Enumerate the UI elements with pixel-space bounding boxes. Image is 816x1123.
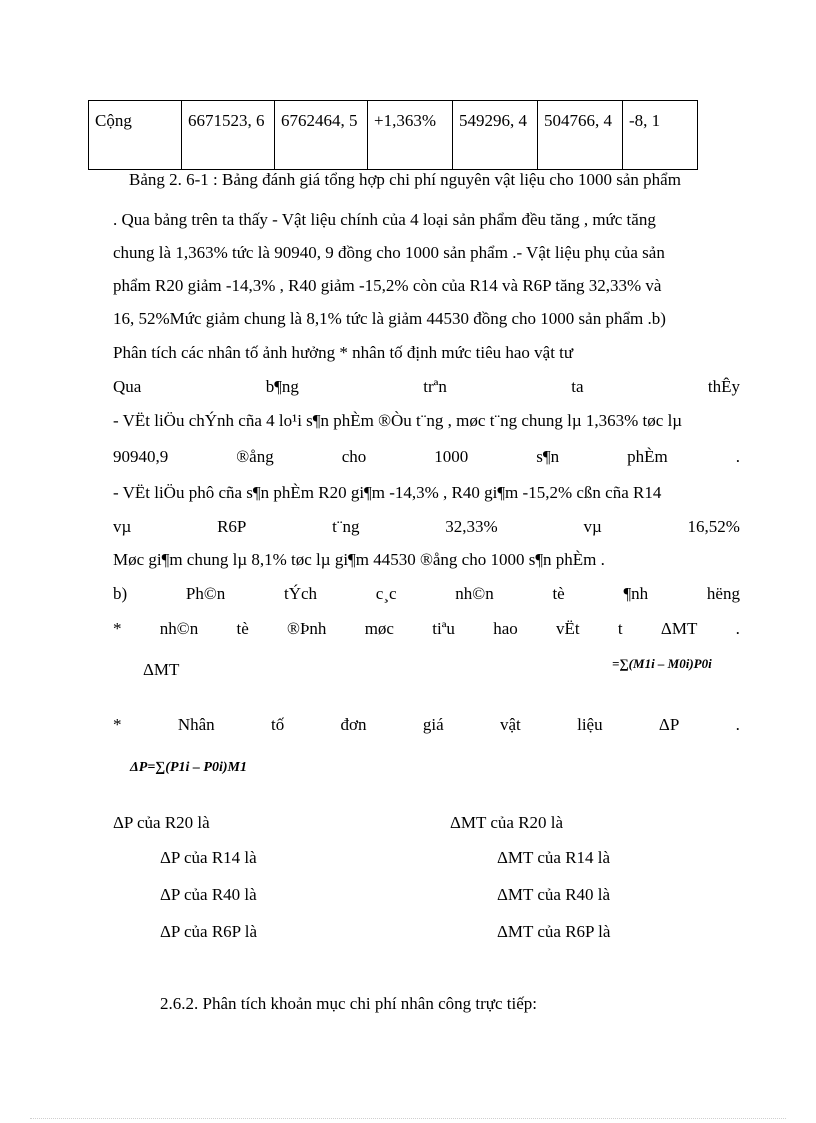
result-right: ΔMT của R40 là <box>497 885 611 904</box>
garbled-line: Qua b¶ng trªn ta thÊy <box>113 377 740 396</box>
formula-dp: ΔP=∑(P1i – P0i)M1 <box>130 760 247 775</box>
table-cell: -8, 1 <box>623 101 698 170</box>
result-left: ΔP của R6P là <box>160 922 258 941</box>
paragraph-line: . Qua bảng trên ta thấy - Vật liệu chính của 4 loại sản phẩm đều tăng , mức tăng <box>113 210 656 229</box>
table-cell: 6762464, 5 <box>275 101 368 170</box>
garbled-line: vµ R6P t¨ng 32,33% vµ 16,52% <box>113 517 740 536</box>
formula-dmt: =∑(M1i – M0i)P0i <box>612 656 712 671</box>
table-cell: 549296, 4 <box>453 101 538 170</box>
result-right: ΔMT của R14 là <box>497 848 611 867</box>
garbled-line: b) Ph©n tÝch c¸c nh©n tè ¶nh hëng <box>113 584 740 603</box>
garbled-line: Møc gi¶m chung lµ 8,1% tøc lµ gi¶m 44530 ®ång cho 1000 s¶n phÈm . <box>113 550 605 569</box>
garbled-line: - VËt liÖu phô cña s¶n phÈm R20 gi¶m -14,3% , R40 gi¶m -15,2% cßn cña R14 <box>113 483 662 502</box>
section-heading: 2.6.2. Phân tích khoản mục chi phí nhân công trực tiếp: <box>160 994 537 1013</box>
table-cell: 504766, 4 <box>538 101 623 170</box>
summary-table <box>88 100 698 170</box>
paragraph-line: 16, 52%Mức giảm chung là 8,1% tức là giảm 44530 đồng cho 1000 sản phẩm .b) <box>113 309 666 328</box>
paragraph-line: Phân tích các nhân tố ảnh hưởng * nhân tố định mức tiêu hao vật tư <box>113 343 574 362</box>
paragraph-line: chung là 1,363% tức là 90940, 9 đồng cho 1000 sản phẩm .- Vật liệu phụ của sản <box>113 243 665 262</box>
garbled-line: 90940,9 ®ång cho 1000 s¶n phÈm . <box>113 447 740 466</box>
garbled-line: * nh©n tè ®Þnh møc tiªu hao vËt t ΔMT . <box>113 619 740 638</box>
table-cell: +1,363% <box>368 101 453 170</box>
result-left: ΔP của R20 là <box>113 813 210 832</box>
table-caption: Bảng 2. 6-1 : Bảng đánh giá tổng hợp chi phí nguyên vật liệu cho 1000 sản phẩm <box>129 170 681 189</box>
result-left: ΔP của R40 là <box>160 885 257 904</box>
paragraph-line: phẩm R20 giảm -14,3% , R40 giảm -15,2% còn của R14 và R6P tăng 32,33% và <box>113 276 662 295</box>
garbled-line: - VËt liÖu chÝnh cña 4 lo¹i s¶n phÈm ®Òu t¨ng , møc t¨ng chung lµ 1,363% tøc lµ <box>113 411 683 430</box>
page-bottom-divider <box>30 1118 786 1119</box>
table-row <box>89 101 698 170</box>
result-right: ΔMT của R20 là <box>450 813 564 832</box>
table-cell: Cộng <box>89 101 182 170</box>
result-right: ΔMT của R6P là <box>497 922 611 941</box>
table-cell: 6671523, 6 <box>182 101 275 170</box>
result-left: ΔP của R14 là <box>160 848 257 867</box>
factor-line: * Nhân tố đơn giá vật liệu ΔP . <box>113 715 740 734</box>
formula-label-dmt: ΔMT <box>143 660 180 679</box>
